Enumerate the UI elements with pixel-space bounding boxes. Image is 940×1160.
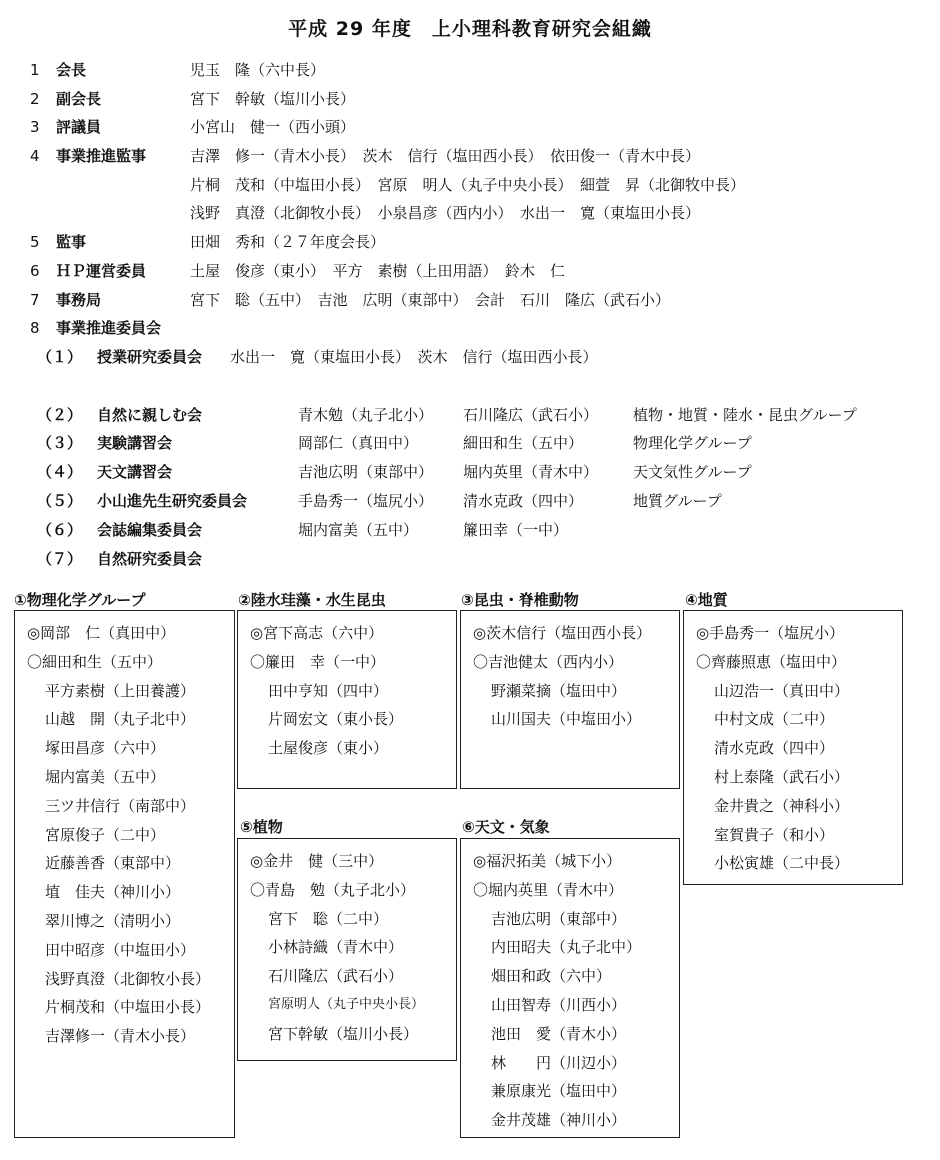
member-name: 浅野真澄（北御牧小長） (45, 969, 211, 988)
committee-member: 岡部仁（真田中） (298, 434, 419, 452)
committee-row (0, 490, 940, 512)
officer-row-vice-president (30, 88, 356, 110)
officer-num: 1 (30, 61, 40, 79)
member-name: 片桐茂和（中塩田小長） (45, 998, 211, 1017)
officer-row-secretariat (30, 289, 671, 311)
group-member (15, 737, 210, 766)
subleader-mark: 〇 (250, 652, 266, 671)
member-name: 小松寅雄（二中長） (714, 854, 850, 873)
group-member (238, 737, 403, 766)
committee-member: 手島秀一（塩尻小） (298, 492, 434, 510)
group-member (15, 708, 210, 737)
officer-num: 2 (30, 90, 40, 108)
leader-mark: ◎ (473, 852, 487, 870)
officer-names: 土屋 俊彦（東小） 平方 素樹（上田用語） 鈴木 仁 (190, 262, 566, 280)
member-name: 金井茂雄（神川小） (491, 1111, 627, 1130)
committee-row (0, 461, 940, 483)
group-member (684, 737, 849, 766)
committee-row (0, 432, 940, 454)
member-name: 宮原俊子（二中） (45, 825, 166, 844)
group-member (15, 968, 210, 997)
group-member (15, 939, 210, 968)
member-name: 村上泰隆（武石小） (714, 767, 850, 786)
committee-name: 天文講習会 (97, 463, 173, 481)
officer-num: 6 (30, 262, 40, 280)
leader-mark: ◎ (27, 624, 41, 642)
committee-member: 堀内富美（五中） (298, 521, 419, 539)
group-member (15, 852, 210, 881)
group-member-list (461, 622, 651, 737)
committee-member: 細田和生（五中） (463, 434, 584, 452)
member-name: 茨木信行（塩田西小長） (486, 624, 652, 642)
officer-row-hp-committee (30, 260, 566, 282)
subleader-mark: 〇 (473, 652, 489, 671)
group-member (238, 708, 403, 737)
member-name: 埴 佳夫（神川小） (45, 883, 181, 902)
group-member (684, 622, 849, 651)
member-name: 金井 健（三中） (263, 852, 384, 870)
member-name: 簾田 幸（一中） (265, 652, 386, 671)
group-member-list (238, 850, 424, 1052)
committee-member: 青木勉（丸子北小） (298, 406, 434, 424)
group-member-list (461, 850, 641, 1138)
committee-member: 清水克政（四中） (463, 492, 584, 510)
group-member (461, 622, 651, 651)
group-member (15, 622, 210, 651)
committee-name: 実験講習会 (97, 434, 173, 452)
officer-role: ＨＰ運営委員 (56, 262, 147, 280)
group-member (684, 766, 849, 795)
group-member (461, 1109, 641, 1138)
group-title-geology: ④地質 (685, 591, 728, 609)
member-name: 石川隆広（武石小） (268, 967, 404, 986)
member-name: 山川国夫（中塩田小） (491, 710, 642, 729)
committee-group: 地質グループ (633, 492, 722, 510)
officer-num: 3 (30, 118, 40, 136)
member-name: 三ツ井信行（南部中） (45, 796, 196, 815)
officer-role: 事業推進委員会 (56, 319, 162, 337)
member-name: 細田和生（五中） (42, 652, 163, 671)
officer-row-auditors (30, 145, 701, 167)
officer-num: 5 (30, 233, 40, 251)
committee-row (0, 548, 940, 570)
group-member (238, 879, 424, 908)
member-name: 片岡宏文（東小長） (268, 710, 404, 729)
member-name: 宮下幹敏（塩川小長） (268, 1024, 419, 1043)
committee-group: 物理化学グループ (633, 434, 752, 452)
member-name: 土屋俊彦（東小） (268, 739, 389, 758)
member-name: 堀内英里（青木中） (488, 880, 624, 899)
group-member (238, 680, 403, 709)
committee-group: 植物・地質・陸水・昆虫グループ (633, 406, 857, 424)
group-member (461, 936, 641, 965)
committee-num: （３） (37, 434, 83, 452)
committee-num: （６） (37, 521, 83, 539)
officer-names-cont: 浅野 真澄（北御牧小長） 小泉昌彦（西内小） 水出一 寛（東塩田小長） (190, 204, 701, 222)
group-member (461, 680, 651, 709)
committee-member: 簾田幸（一中） (463, 521, 569, 539)
group-box-physics-chemistry (14, 610, 235, 1138)
committee-group: 天文気性グループ (633, 463, 752, 481)
officer-num: 7 (30, 291, 40, 309)
group-member (15, 996, 210, 1025)
group-member (461, 850, 641, 879)
member-name: 齊藤照恵（塩田中） (711, 652, 847, 671)
committee-num: （５） (37, 492, 83, 510)
group-member (684, 708, 849, 737)
member-name: 池田 愛（青木小） (491, 1024, 627, 1043)
group-member (684, 852, 849, 881)
committee-num: （７） (37, 550, 83, 568)
member-name: 田中昭彦（中塩田小） (45, 940, 196, 959)
member-name: 野瀬菜摘（塩田中） (491, 681, 627, 700)
group-title-astronomy-weather: ⑥天文・気象 (462, 818, 550, 836)
committee-member: 吉池広明（東部中） (298, 463, 434, 481)
committee-member: 石川隆広（武石小） (463, 406, 599, 424)
member-name: 兼原康光（塩田中） (491, 1082, 627, 1101)
group-title-freshwater: ②陸水珪藻・水生昆虫 (238, 591, 386, 609)
committee-row (0, 519, 940, 541)
member-name: 宮原明人（丸子中央小長） (268, 996, 425, 1012)
officer-num: 4 (30, 147, 40, 165)
group-member (684, 680, 849, 709)
officer-names: 宮下 聡（五中） 吉池 広明（東部中） 会計 石川 隆広（武石小） (190, 291, 671, 309)
group-member (684, 651, 849, 680)
member-name: 山越 開（丸子北中） (45, 710, 196, 729)
member-name: 田中亨知（四中） (268, 681, 389, 700)
member-name: 林 円（川辺小） (491, 1053, 627, 1072)
officer-names: 児玉 隆（六中長） (190, 61, 326, 79)
officer-row-president (30, 59, 326, 81)
group-member (238, 965, 424, 994)
group-member (15, 766, 210, 795)
officer-names-cont: 片桐 茂和（中塩田小長） 宮原 明人（丸子中央小長） 細萱 昇（北御牧中長） (190, 176, 746, 194)
group-member (15, 680, 210, 709)
committee-name: 授業研究委員会 (97, 348, 203, 366)
group-member-list (15, 622, 210, 1054)
officer-role: 会長 (56, 61, 87, 79)
group-title-plants: ⑤植物 (240, 818, 283, 836)
group-member (15, 651, 210, 680)
officer-row-councilor (30, 116, 356, 138)
group-member (15, 795, 210, 824)
member-name: 青島 勉（丸子北小） (265, 880, 416, 899)
leader-mark: ◎ (473, 624, 487, 642)
member-name: 堀内富美（五中） (45, 767, 166, 786)
committee-row (0, 346, 940, 368)
member-name: 吉池健太（西内小） (488, 652, 624, 671)
officer-role: 副会長 (56, 90, 102, 108)
officer-role: 事業推進監事 (56, 147, 147, 165)
officer-names: 田畑 秀和（２７年度会長） (190, 233, 386, 251)
member-name: 小林詩織（青木中） (268, 938, 404, 957)
subleader-mark: 〇 (473, 880, 489, 899)
group-box-geology (683, 610, 903, 885)
group-box-plants (237, 838, 457, 1061)
group-member (684, 824, 849, 853)
group-member (461, 1080, 641, 1109)
officer-names: 小宮山 健一（西小頭） (190, 118, 356, 136)
committee-name: 自然研究委員会 (97, 550, 203, 568)
group-member (461, 1023, 641, 1052)
group-member (238, 622, 403, 651)
officer-role: 監事 (56, 233, 87, 251)
committee-row (0, 404, 940, 426)
member-name: 吉澤修一（青木小長） (45, 1027, 196, 1046)
officer-num: 8 (30, 319, 40, 337)
group-member (238, 908, 424, 937)
group-member (461, 879, 641, 908)
committee-name: 自然に親しむ会 (97, 406, 203, 424)
member-name: 吉池広明（東部中） (491, 909, 627, 928)
group-box-freshwater (237, 610, 457, 789)
leader-mark: ◎ (250, 852, 264, 870)
officer-row-auditor (30, 231, 386, 253)
member-name: 岡部 仁（真田中） (40, 624, 176, 642)
member-name: 宮下 聡（二中） (268, 909, 389, 928)
member-name: 山田智寿（川西小） (491, 995, 627, 1014)
leader-mark: ◎ (696, 624, 710, 642)
group-member (238, 936, 424, 965)
member-name: 室賀貴子（和小） (714, 825, 835, 844)
subleader-mark: 〇 (250, 880, 266, 899)
group-member (15, 910, 210, 939)
group-member (238, 850, 424, 879)
officer-role: 評議員 (56, 118, 102, 136)
group-member (15, 881, 210, 910)
officer-names: 宮下 幹敏（塩川小長） (190, 90, 356, 108)
committee-name: 小山進先生研究委員会 (97, 492, 248, 510)
group-member-list (684, 622, 849, 881)
member-name: 手島秀一（塩尻小） (709, 624, 845, 642)
group-member (238, 651, 403, 680)
member-name: 清水克政（四中） (714, 739, 835, 758)
group-member (684, 795, 849, 824)
group-member (238, 1023, 424, 1052)
group-member (461, 965, 641, 994)
group-member (461, 994, 641, 1023)
member-name: 塚田昌彦（六中） (45, 739, 166, 758)
group-box-astronomy-weather (460, 838, 680, 1138)
group-member (461, 651, 651, 680)
officer-role: 事務局 (56, 291, 102, 309)
member-name: 翠川博之（清明小） (45, 911, 181, 930)
group-title-physics-chemistry: ①物理化学グループ (14, 591, 146, 609)
member-name: 近藤善香（東部中） (45, 854, 181, 873)
group-member (15, 824, 210, 853)
officer-row-promotion-committee (30, 317, 162, 339)
member-name: 中村文成（二中） (714, 710, 835, 729)
member-name: 平方素樹（上田養護） (45, 681, 196, 700)
member-name: 宮下高志（六中） (263, 624, 384, 642)
group-member (15, 1025, 210, 1054)
committee-num: （２） (37, 406, 83, 424)
member-name: 山辺浩一（真田中） (714, 681, 850, 700)
member-name: 畑田和政（六中） (491, 967, 612, 986)
leader-mark: ◎ (250, 624, 264, 642)
officer-names: 吉澤 修一（青木小長） 茨木 信行（塩田西小長） 依田俊一（青木中長） (190, 147, 701, 165)
group-member (461, 908, 641, 937)
group-member-list (238, 622, 403, 766)
member-name: 金井貴之（神科小） (714, 796, 850, 815)
page-title: 平成 29 年度 上小理科教育研究会組織 (288, 18, 652, 40)
member-name: 内田昭夫（丸子北中） (491, 938, 642, 957)
subleader-mark: 〇 (27, 652, 43, 671)
group-member (238, 994, 424, 1023)
committee-name: 会誌編集委員会 (97, 521, 203, 539)
committee-num: （１） (37, 348, 83, 366)
group-box-insects (460, 610, 680, 789)
committee-member: 堀内英里（青木中） (463, 463, 599, 481)
group-title-insects: ③昆虫・脊椎動物 (461, 591, 579, 609)
committee-members: 水出一 寛（東塩田小長） 茨木 信行（塩田西小長） (230, 348, 598, 366)
group-member (461, 708, 651, 737)
member-name: 福沢拓美（城下小） (486, 852, 622, 870)
committee-num: （４） (37, 463, 83, 481)
subleader-mark: 〇 (696, 652, 712, 671)
group-member (461, 1052, 641, 1081)
